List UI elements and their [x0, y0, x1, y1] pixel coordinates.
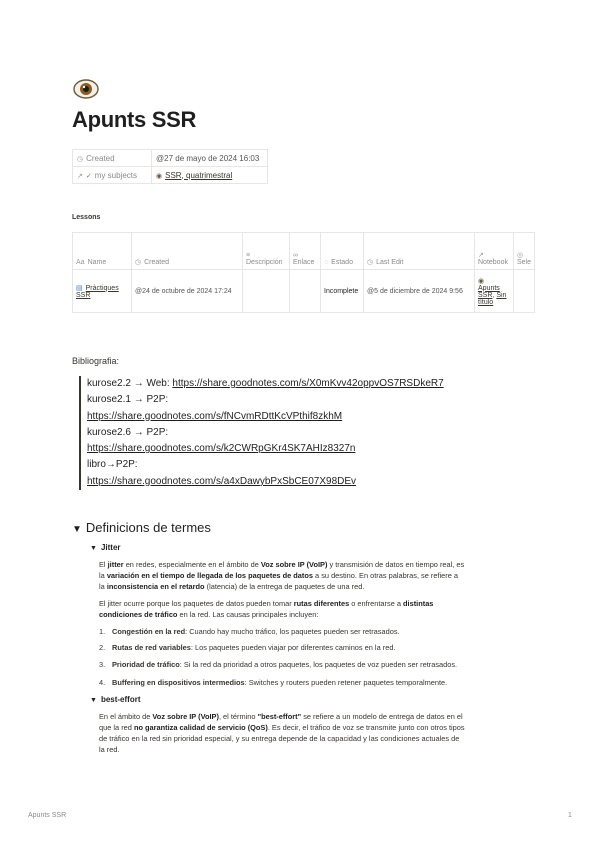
- page-icon: ▤: [76, 284, 83, 292]
- check-emoji-icon: ✓: [85, 172, 92, 180]
- property-created: ◷ Created @27 de mayo de 2024 16:03: [73, 150, 268, 167]
- bibliography-label: Bibliografia:: [72, 356, 120, 366]
- goodnotes-link[interactable]: https://share.goodnotes.com/s/k2CWRpGKr4SK7AHIz8327n: [87, 443, 356, 455]
- status-icon: ◌: [324, 259, 329, 266]
- footer-title: Apunts SSR: [28, 812, 67, 819]
- list-item: 2. Rutas de red variables: Los paquetes pueden viajar por diferentes caminos en la red.: [99, 643, 396, 652]
- col-descripcion[interactable]: ≡ Descripción: [243, 233, 290, 270]
- list-item: 3. Prioridad de tráfico: Si la red da prioridad a otros paquetes, los paquetes de voz pueden ser retrasados.: [99, 660, 458, 669]
- eye-icon: ◉: [478, 277, 485, 285]
- table-row[interactable]: ▤ Pràctiques SSR @24 de octubre de 2024 17:24 Incomplete @5 de diciembre de 2024 9:56 ◉ Apunts SSR, Sin título: [73, 270, 535, 313]
- property-subjects: ↗ ✓ my subjects ◉ SSR, quatrimestral: [73, 167, 268, 184]
- notebook-link-sin-titulo[interactable]: Sin título: [478, 291, 507, 306]
- relation-arrow-icon: ↗: [77, 172, 83, 180]
- eye-emoji-icon: [72, 78, 100, 100]
- created-value: @27 de mayo de 2024 16:03: [152, 150, 268, 167]
- text-icon: Aa: [76, 259, 85, 266]
- goodnotes-link[interactable]: https://share.goodnotes.com/s/X0mKvv42oppvOS7RSDkeR7: [172, 378, 444, 389]
- page-number: 1: [568, 812, 572, 819]
- lessons-table: [72, 232, 535, 313]
- text-lines-icon: ≡: [246, 252, 251, 259]
- jitter-paragraph-2: El jitter ocurre porque los paquetes de datos pueden tomar rutas diferentes o enfrentarse a distintas condiciones de tráfico en la red. Las causas principales incluyen:: [99, 599, 434, 619]
- goodnotes-link[interactable]: https://share.goodnotes.com/s/fNCvmRDttKcVPthif8zkhM: [87, 410, 343, 422]
- jitter-paragraph-1: El jitter en redes, especialmente en el ámbito de Voz sobre IP (VoIP) y transmisión de datos en tiempo real, es la variación en el tiempo de llegada de los paquetes de datos a su destino. En otras palabras, se refiere a la inconsistencia en el retardo (latencia) de la entrega de paquetes de una red.: [99, 560, 465, 591]
- jitter-toggle-heading[interactable]: ▼ Jitter: [90, 543, 121, 552]
- col-estado[interactable]: ◌ Estado: [321, 233, 364, 270]
- toggle-triangle-icon[interactable]: ▼: [72, 524, 82, 535]
- select-icon: ◎: [517, 252, 524, 259]
- clock-icon: ◷: [367, 259, 374, 266]
- col-last-edit[interactable]: ◷ Last Edit: [364, 233, 475, 270]
- clock-icon: ◷: [77, 155, 84, 163]
- list-item: 4. Buffering en dispositivos intermedios: Switches y routers pueden retener paquetes temporalmente.: [99, 678, 448, 687]
- bibliography-quote: [79, 376, 444, 490]
- eye-icon: ◉: [156, 172, 163, 180]
- list-item: kurose2.2 → Web: https://share.goodnotes.com/s/X0mKvv42oppvOS7RSDkeR7: [87, 378, 444, 389]
- properties-table: [72, 149, 268, 184]
- relation-arrow-icon: ↗: [478, 252, 484, 259]
- page-title: Apunts SSR: [72, 107, 197, 132]
- col-select[interactable]: ◎ Sele: [514, 233, 535, 270]
- list-item: 1. Congestión en la red: Cuando hay mucho tráfico, los paquetes pueden ser retrasados.: [99, 627, 400, 636]
- col-name[interactable]: Aa Name: [73, 233, 132, 270]
- lessons-heading: Lessons: [72, 214, 101, 221]
- subjects-link[interactable]: SSR, quatrimestral: [165, 170, 233, 180]
- best-effort-paragraph: En el ámbito de Voz sobre IP (VoIP), el término "best-effort" se refiere a un modelo de entrega de datos en el que la red no garantiza calidad de servicio (QoS). Es decir, el tráfico de voz se transmite junto con otros tipos de tráfico en la red sin prioridad especial, y su entrega depende de la capacidad y las condiciones actuales de la red.: [99, 712, 465, 754]
- list-item: [87, 474, 444, 490]
- toggle-triangle-icon[interactable]: ▼: [90, 545, 97, 552]
- notebook-link-apunts[interactable]: Apunts SSR: [478, 284, 500, 299]
- link-icon: ∞: [293, 252, 298, 259]
- goodnotes-link[interactable]: https://share.goodnotes.com/s/a4xDawybPxSbCE07X98DEv: [87, 475, 357, 487]
- list-item: [87, 409, 444, 425]
- col-notebook[interactable]: ↗ Notebook: [475, 233, 514, 270]
- list-item: [87, 441, 444, 457]
- list-item: kurose2.1 → P2P:: [87, 394, 169, 406]
- status-value: Incomplete: [321, 270, 364, 313]
- list-item: kurose2.6 → P2P:: [87, 426, 169, 438]
- definitions-toggle-heading[interactable]: ▼ Definicions de termes: [72, 520, 211, 535]
- best-effort-toggle-heading[interactable]: ▼ best-effort: [90, 695, 141, 704]
- table-header-row: [73, 233, 535, 270]
- lesson-link[interactable]: Pràctiques SSR: [76, 284, 119, 299]
- list-item: libro→P2P:: [87, 459, 138, 471]
- col-enlace[interactable]: ∞ Enlace: [290, 233, 321, 270]
- col-created[interactable]: ◷ Created: [132, 233, 243, 270]
- clock-icon: ◷: [135, 259, 142, 266]
- toggle-triangle-icon[interactable]: ▼: [90, 697, 97, 704]
